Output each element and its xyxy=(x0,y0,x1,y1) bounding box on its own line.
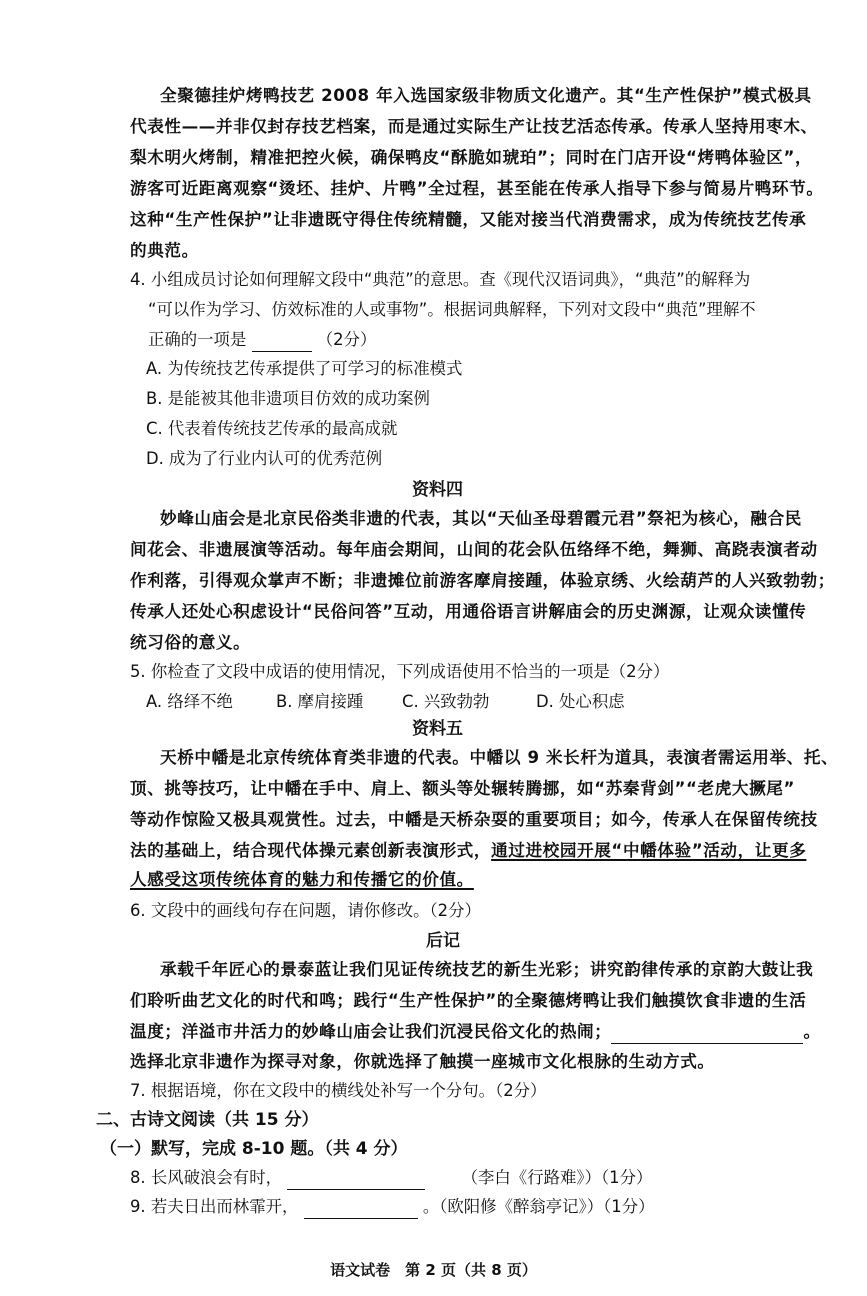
material5-line-4 xyxy=(130,839,806,863)
q4-stem-end: 正确的一项是 xyxy=(148,330,247,349)
q8-source: （李白《行路难》）（1分） xyxy=(461,1168,653,1187)
q8-line xyxy=(130,1166,652,1190)
q4-option-d: D. 成为了行业内认可的优秀范例 xyxy=(146,449,383,468)
afterword-fill-blank[interactable] xyxy=(611,1025,803,1044)
q9-start: 9. 若夫日出而林霏开， xyxy=(130,1197,299,1216)
afterword-line-3-text: 温度；洋溢市井活力的妙峰山庙会让我们沉浸民俗文化的热闹； xyxy=(130,1022,612,1041)
material4-title: 资料四 xyxy=(412,480,463,500)
afterword-line-3 xyxy=(130,1020,821,1044)
material4-line-3: 作利落，引得观众掌声不断；非遗摊位前游客摩肩接踵，体验京绣、火绘葫芦的人兴致勃勃； xyxy=(130,571,835,590)
q5-option-a: A. 络绎不绝 xyxy=(146,692,233,711)
q9-source: 。（欧阳修《醉翁亭记》）（1分） xyxy=(422,1197,655,1216)
afterword-title: 后记 xyxy=(426,931,460,951)
material4-line-2: 间花会、非遗展演等活动。每年庙会期间，山间的花会队伍络绎不绝，舞狮、高跷表演者动 xyxy=(130,540,818,559)
material5-title: 资料五 xyxy=(412,719,463,739)
afterword-line-2: 们聆听曲艺文化的时代和鸣；践行“生产性保护”的全聚德烤鸭让我们触摸饮食非遗的生活 xyxy=(130,991,807,1010)
q7-stem: 7. 根据语境，你在文段中的横线处补写一个分句。（2分） xyxy=(130,1081,547,1100)
material5-line-3: 等动作惊险又极具观赏性。过去，中幡是天桥杂耍的重要项目；如今，传承人在保留传统技 xyxy=(130,810,818,829)
q8-start: 8. 长风破浪会有时， xyxy=(130,1168,282,1187)
passage3-line-5: 这种“生产性保护”让非遗既守得住传统精髓，又能对接当代消费需求，成为传统技艺传承 xyxy=(130,210,807,229)
q4-line-1: 4. 小组成员讨论如何理解文段中“典范”的意思。查《现代汉语词典》，“典范”的解释为 xyxy=(130,270,751,289)
passage3-line-2: 代表性——并非仅封存技艺档案，而是通过实际生产让技艺活态传承。传承人坚持用枣木、 xyxy=(130,117,818,136)
q9-answer-blank[interactable] xyxy=(304,1200,418,1219)
material5-line-2: 顶、挑等技巧，让中幡在手中、肩上、额头等处辗转腾挪，如“苏秦背剑”“老虎大撅尾” xyxy=(130,779,795,798)
passage3-line-1: 全聚德挂炉烤鸭技艺 2008 年入选国家级非物质文化遗产。其“生产性保护”模式极具 xyxy=(160,86,812,105)
material5-line-5 xyxy=(130,868,474,892)
section2-title: 二、古诗文阅读（共 15 分） xyxy=(96,1110,319,1130)
q4-score: （2分） xyxy=(316,330,377,349)
material4-line-4: 传承人还处心积虑设计“民俗问答”互动，用通俗语言讲解庙会的历史渊源，让观众读懂传 xyxy=(130,602,807,621)
passage3-line-6: 的典范。 xyxy=(130,241,199,260)
q5-stem: 5. 你检查了文段中成语的使用情况，下列成语使用不恰当的一项是（2分） xyxy=(130,662,670,681)
material4-line-5: 统习俗的意义。 xyxy=(130,633,251,652)
q6-stem: 6. 文段中的画线句存在问题，请你修改。（2分） xyxy=(130,901,481,920)
passage3-line-4: 游客可近距离观察“烫坯、挂炉、片鸭”全过程，甚至能在传承人指导下参与简易片鸭环节。 xyxy=(130,179,824,198)
underlined-sentence-part-2: 人感受这项传统体育的魅力和传播它的价值。 xyxy=(130,870,474,889)
q4-option-a: A. 为传统技艺传承提供了可学习的标准模式 xyxy=(146,359,463,378)
q4-answer-blank[interactable] xyxy=(252,333,312,352)
material5-line-1: 天桥中幡是北京传统体育类非遗的代表。中幡以 9 米长杆为道具，表演者需运用举、托、 xyxy=(160,748,839,767)
q9-line xyxy=(130,1195,655,1219)
afterword-line-1: 承载千年匠心的景泰蓝让我们见证传统技艺的新生光彩；讲究韵律传承的京韵大鼓让我 xyxy=(160,960,814,979)
q4-option-b: B. 是能被其他非遗项目仿效的成功案例 xyxy=(146,389,430,408)
part1-title: （一）默写，完成 8-10 题。（共 4 分） xyxy=(100,1139,408,1159)
afterword-line-3-end: 。 xyxy=(803,1022,821,1041)
q4-line-2: “可以作为学习、仿效标准的人或事物”。根据词典解释，下列对文段中“典范”理解不 xyxy=(148,300,756,319)
q4-option-c: C. 代表着传统技艺传承的最高成就 xyxy=(146,419,398,438)
material4-line-1: 妙峰山庙会是北京民俗类非遗的代表，其以“天仙圣母碧霞元君”祭祀为核心，融合民 xyxy=(160,509,802,528)
page-footer: 语文试卷 第 2 页（共 8 页） xyxy=(330,1261,537,1279)
underlined-sentence-part-1: 通过进校园开展“中幡体验”活动，让更多 xyxy=(491,841,807,860)
q5-option-c: C. 兴致勃勃 xyxy=(402,692,490,711)
material5-line-4-text: 法的基础上，结合现代体操元素创新表演形式， xyxy=(130,841,492,860)
q4-line-3 xyxy=(148,328,376,352)
afterword-line-4: 选择北京非遗作为探寻对象，你就选择了触摸一座城市文化根脉的生动方式。 xyxy=(130,1052,715,1071)
q8-answer-blank[interactable] xyxy=(287,1171,425,1190)
q5-option-d: D. 处心积虑 xyxy=(536,692,625,711)
passage3-line-3: 梨木明火烤制，精准把控火候，确保鸭皮“酥脆如琥珀”；同时在门店开设“烤鸭体验区”， xyxy=(130,148,813,167)
q5-option-b: B. 摩肩接踵 xyxy=(276,692,364,711)
